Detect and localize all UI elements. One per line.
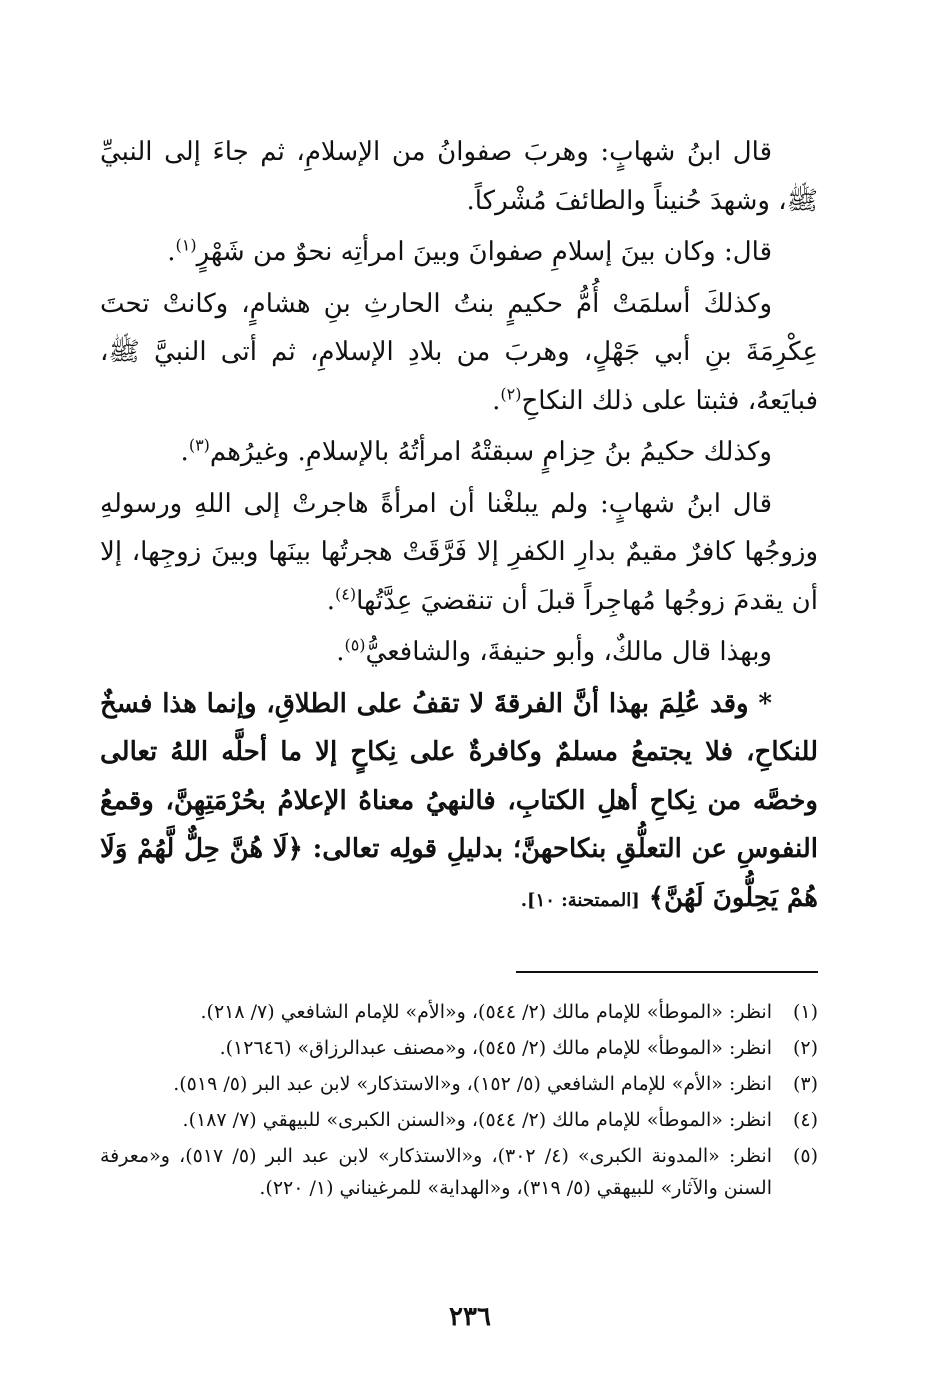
ruling-paragraph	[100, 680, 818, 926]
footnote-number: (١)	[792, 1001, 818, 1023]
footnote-ref-4[interactable]: (٤)	[335, 583, 357, 603]
footnote-5	[100, 1140, 818, 1204]
paragraph-2	[100, 228, 818, 277]
paragraph-text: وكذلكَ أسلمَتْ أُمُّ حكيمٍ بنتُ الحارثِ بنِ هشامٍ، وكانتْ تحتَ عِكْرِمَةَ بنِ أبي جَهْلٍ، وهربَ من بلادِ الإسلامِ، ثم أتى النبيَّ ﷺ، فبايَعهُ، فثبتا على ذلك النكاحِ	[100, 288, 818, 416]
page-number: ٢٣٦	[449, 1302, 491, 1332]
footnote-text: انظر: «المدونة الكبرى» (٤/ ٣٠٢)، و«الاستذكار» لابن عبد البر (٥/ ٥١٧)، و«معرفة السنن والآثار» للبيهقي (٥/ ٣١٩)، و«الهداية» للمرغيناني (١/ ٢٢٠).	[100, 1145, 772, 1199]
footnote-number: (٥)	[792, 1145, 818, 1167]
footnote-number: (٢)	[792, 1037, 818, 1059]
footnote-text: انظر: «الموطأ» للإمام مالك (٢/ ٥٤٥)، و«مصنف عبدالرزاق» (١٢٦٤٦).	[219, 1037, 772, 1059]
paragraph-4	[100, 428, 818, 477]
footnote-text: انظر: «الموطأ» للإمام مالك (٢/ ٥٤٤)، و«الأم» للإمام الشافعي (٧/ ٢١٨).	[200, 1001, 772, 1023]
paragraph-text: قال ابنُ شهابٍ: وهربَ صفوانُ من الإسلامِ، ثم جاءَ إلى النبيِّ ﷺ، وشهدَ حُنيناً والطائفَ مُشْركاً.	[100, 137, 818, 216]
quran-quote: ﴿لَا هُنَّ حِلٌّ لَّهُمْ وَلَا هُمْ يَحِلُّونَ لَهُنَّ﴾	[100, 834, 818, 913]
footnotes	[100, 996, 818, 1208]
footnote-ref-1[interactable]: (١)	[175, 235, 197, 255]
footnote-4	[100, 1104, 818, 1136]
paragraph-6	[100, 628, 818, 677]
paragraph-text: * وقد عُلِمَ بهذا أنَّ الفرقةَ لا تقفُ على الطلاقِ، وإنما هذا فسخٌ للنكاحِ، فلا يجتمعُ مسلمٌ وكافرةٌ على نِكاحٍ إلا ما أحلَّه اللهُ تعالى وخصَّه من نِكاحِ أهلِ الكتابِ، فالنهيُ معناهُ الإعلامُ بحُرْمَتِهِنَّ، وقمعُ النفوسِ عن التعلُّقِ بنكاحهنَّ؛ بدليلِ قولِه تعالى:	[100, 688, 818, 864]
footnote-3	[100, 1068, 818, 1100]
paragraph-text: قال ابنُ شهابٍ: ولم يبلغْنا أن امرأةً هاجرتْ إلى اللهِ ورسولهِ وزوجُها كافرٌ مقيمٌ بدارِ الكفرِ إلا فَرَّقَتْ هجرتُها بينَها وبينَ زوجِها، إلا أن يقدمَ زوجُها مُهاجِراً قبلَ أن تنقضيَ عِدَّتُها	[100, 488, 818, 616]
paragraph-end: .	[336, 637, 345, 667]
footnote-2	[100, 1032, 818, 1064]
footnote-ref-5[interactable]: (٥)	[344, 635, 366, 655]
main-text	[100, 128, 818, 928]
footnote-text: انظر: «الأم» للإمام الشافعي (٥/ ١٥٢)، و«الاستذكار» لابن عبد البر (٥/ ٥١٩).	[173, 1073, 772, 1095]
paragraph-end: .	[167, 237, 176, 267]
footnote-number: (٤)	[792, 1109, 818, 1131]
footnote-divider	[516, 971, 818, 973]
paragraph-3	[100, 280, 818, 426]
quran-citation: [الممتحنة: ١٠].	[520, 889, 640, 911]
footnote-1	[100, 996, 818, 1028]
paragraph-end: .	[180, 437, 189, 467]
footnote-ref-3[interactable]: (٣)	[188, 435, 210, 455]
paragraph-end: .	[492, 385, 501, 416]
footnote-ref-2[interactable]: (٢)	[500, 383, 522, 403]
footnote-text: انظر: «الموطأ» للإمام مالك (٢/ ٥٤٤)، و«السنن الكبرى» للبيهقي (٧/ ١٨٧).	[182, 1109, 772, 1131]
paragraph-1	[100, 128, 818, 225]
footnote-number: (٣)	[792, 1073, 818, 1095]
paragraph-5	[100, 480, 818, 626]
paragraph-end: .	[326, 585, 335, 616]
paragraph-text: قال: وكان بينَ إسلامِ صفوانَ وبينَ امرأتِه نحوٌ من شَهْرٍ	[196, 237, 772, 267]
paragraph-text: وبهذا قال مالكٌ، وأبو حنيفةَ، والشافعيُّ	[365, 637, 772, 667]
paragraph-text: وكذلك حكيمُ بنُ حِزامٍ سبقتْهُ امرأتُهُ بالإسلامِ. وغيرُهم	[209, 437, 772, 467]
